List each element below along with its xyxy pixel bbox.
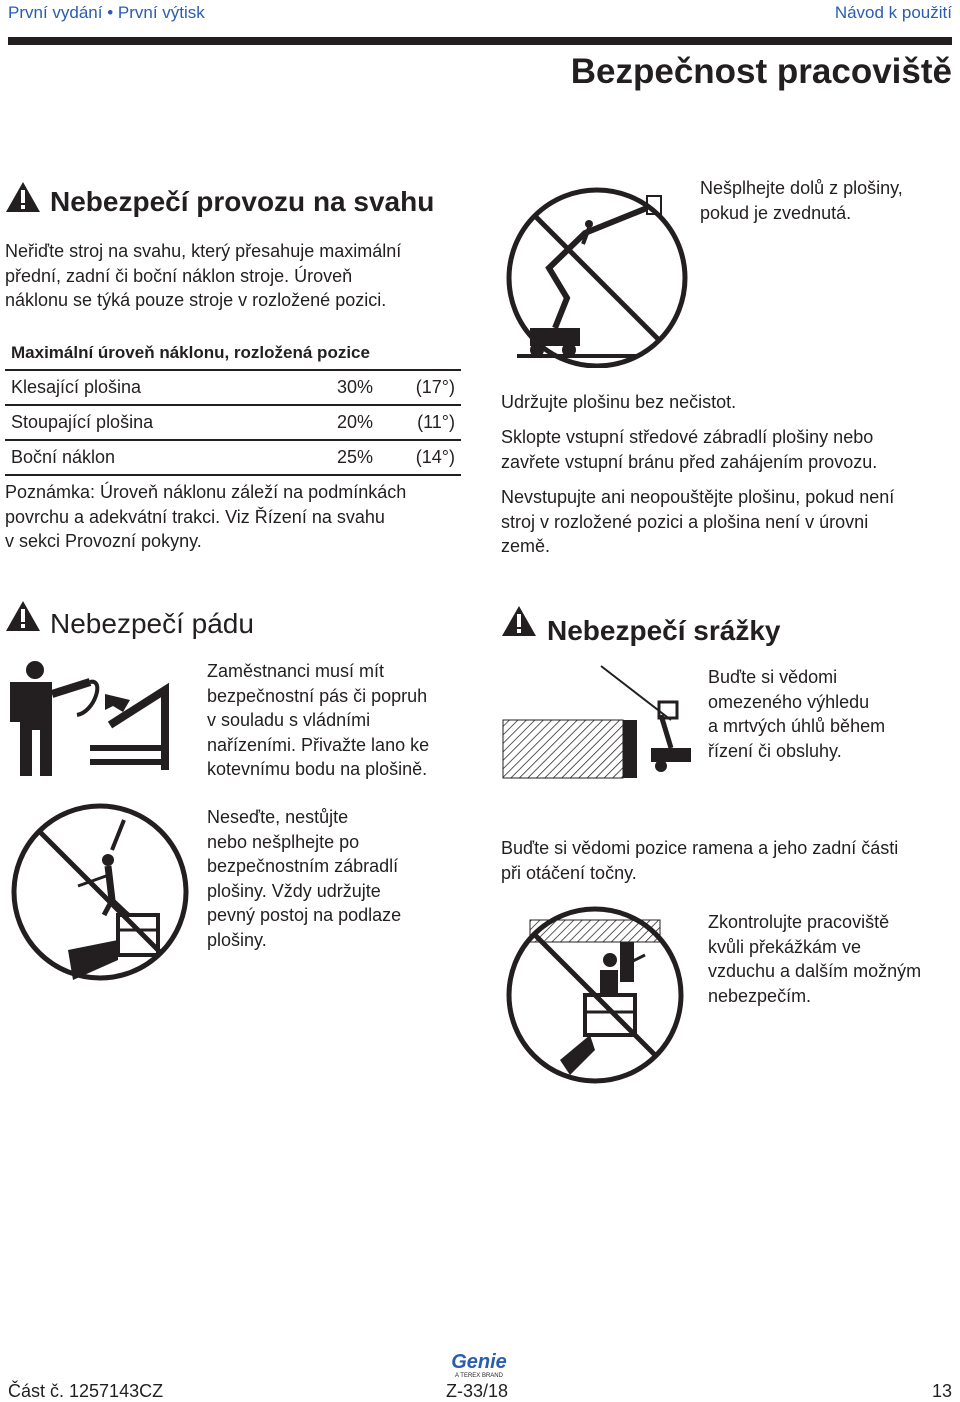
fall-heading: Nebezpečí pádu <box>50 608 254 639</box>
collision-heading: Nebezpečí srážky <box>547 615 781 646</box>
slope-table <box>5 339 461 476</box>
header-rule <box>8 37 952 45</box>
table-row: Boční náklon 25% (14°) <box>5 440 461 475</box>
close-gate-text: Sklopte vstupní středové zábradlí plošiny nebo zavřete vstupní bránu před zahájením provozu. <box>501 427 878 472</box>
slope-heading: Nebezpečí provozu na svahu <box>50 186 435 217</box>
overhead-text: Zkontrolujte pracoviště kvůli překážkám ve vzduchu a dalším možným nebezpečím. <box>708 912 922 1006</box>
harness-worker-illustration <box>5 660 180 778</box>
enter-exit-text: Nevstupujte ani neopouštějte plošinu, pokud není stroj v rozložené pozici a plošina není v úrovni země. <box>501 487 895 556</box>
header-edition: První vydání • První výtisk <box>8 3 205 22</box>
no-standing-on-rails-illustration <box>8 800 193 985</box>
slope-table-header: Maximální úroveň náklonu, rozložená pozice <box>5 339 461 370</box>
slope-note: Poznámka: Úroveň náklonu záleží na podmínkách povrchu a adekvátní trakci. Viz Řízení na svahu v sekci Provozní pokyny. <box>5 482 407 551</box>
no-climbing-down-illustration <box>497 178 697 368</box>
blind-spot-text: Buďte si vědomi omezeného výhledu a mrtvých úhlů během řízení či obsluhy. <box>708 667 886 761</box>
climb-caption: Nešplhejte dolů z plošiny, pokud je zvednutá. <box>700 178 903 223</box>
slope-intro: Neřiďte stroj na svahu, který přesahuje maximální přední, zadní či boční náklon stroje. Úroveň náklonu se týká pouze stroje v rozložené pozici. <box>5 241 402 310</box>
page-title: Bezpečnost pracoviště <box>570 52 952 91</box>
rails-text: Neseďte, nestůjte nebo nešplhejte po bezpečnostním zábradlí plošiny. Vždy udržujte pevný postoj na podlaze plošiny. <box>207 807 402 950</box>
warning-icon <box>5 600 41 632</box>
boom-position-text: Buďte si vědomi pozice ramena a jeho zadní části při otáčení točny. <box>501 838 899 883</box>
overhead-obstruction-illustration <box>500 900 690 1090</box>
footer-part-number: Část č. 1257143CZ <box>8 1381 164 1401</box>
footer-model: Z-33/18 <box>446 1381 509 1401</box>
page-number: 13 <box>931 1381 952 1401</box>
keep-clean-text: Udržujte plošinu bez nečistot. <box>501 392 737 412</box>
harness-text: Zaměstnanci musí mít bezpečnostní pás či popruh v souladu s vládními nařízeními. Přivažte lano ke kotevnímu bodu na plošině. <box>207 661 430 779</box>
blind-spot-illustration <box>501 660 696 780</box>
genie-logo: Genie A TEREX BRAND <box>451 1351 507 1379</box>
table-row: Klesající plošina 30% (17°) <box>5 370 461 405</box>
warning-icon <box>501 605 537 637</box>
warning-icon <box>5 181 41 213</box>
table-row: Stoupající plošina 20% (11°) <box>5 405 461 440</box>
header-manual: Návod k použití <box>834 3 952 22</box>
